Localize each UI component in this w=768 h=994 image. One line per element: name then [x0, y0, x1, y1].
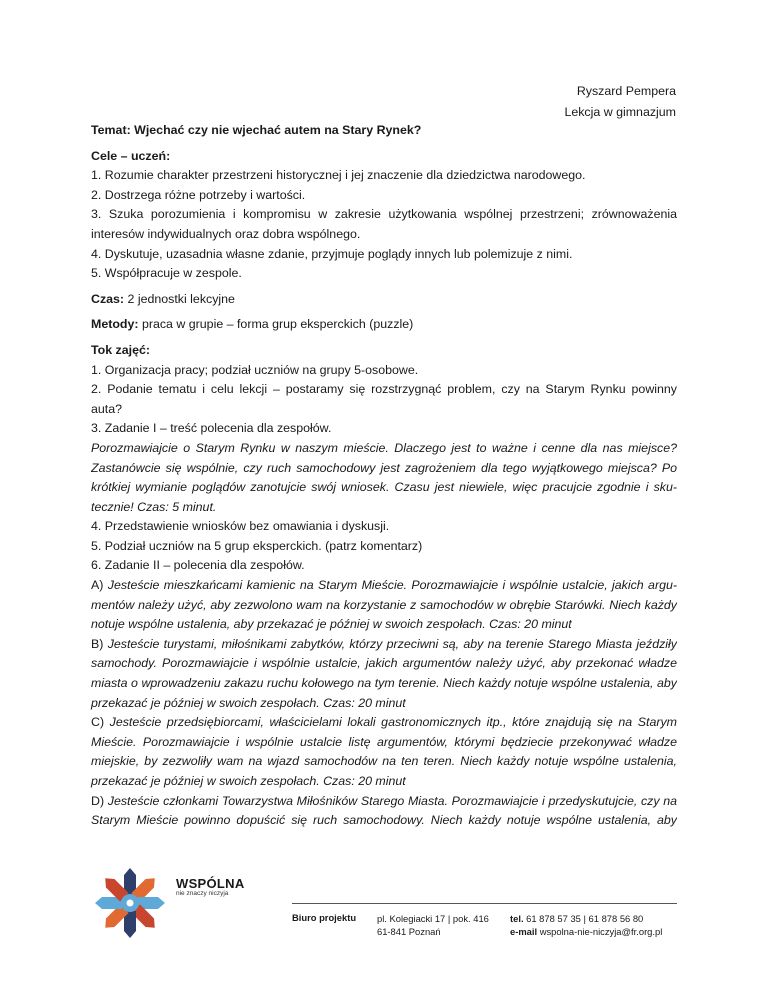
course-line: 3. Zadanie I – treść polecenia dla zespołów. [91, 421, 332, 436]
goal-item: 5. Współpracuje w zespole. [91, 266, 242, 281]
project-office-label: Biuro projektu [292, 912, 357, 923]
group-a-line: mentów należy użyć, aby zezwolono wam na korzystanie z samochodów w obrębie Starówki. Niech każdy [91, 597, 677, 612]
brand-tagline: nie znaczy niczyja [176, 890, 229, 897]
lesson-topic [91, 121, 677, 141]
course-line: 4. Przedstawienie wniosków bez omawiania i dyskusji. [91, 519, 390, 534]
group-b-line: przekazać je później w swoich zespołach. Czas: 20 minut [91, 695, 406, 710]
document-body [91, 121, 677, 831]
task-one-text: krótkiej wymianie poglądów zanotujcie swój wniosek. Czasu jest niewiele, więc pracujcie zgodnie i sku- [91, 480, 677, 495]
course-line: 6. Zadanie II – polecenia dla zespołów. [91, 558, 305, 573]
address-line: pl. Kolegiacki 17 | pok. 416 [377, 913, 489, 924]
phone-line [510, 912, 662, 925]
group-d-line: Jesteście członkami Towarzystwa Miłośników Starego Miasta. Porozmawiajcie i przedyskutujcie, czy na [107, 793, 677, 808]
group-a-label: A) [91, 578, 108, 593]
course-line: auta? [91, 401, 123, 416]
email-address[interactable]: wspolna-nie-niczyja@fr.org.pl [537, 926, 663, 937]
email-label: e-mail [510, 926, 538, 937]
course-line: 2. Podanie tematu i celu lekcji – postaramy się rozstrzygnąć problem, czy na Starym Rynku powinny [91, 382, 677, 397]
methods-section [91, 315, 677, 335]
course-line: 5. Podział uczniów na 5 grup eksperckich. (patrz komentarz) [91, 538, 423, 553]
group-c-line: miejskie, by zezwoliły wam na wjazd samochodów na ten teren. Niech każdy notuje wspólne ustalenia, [91, 754, 677, 769]
brand-block [176, 876, 245, 897]
group-b-line: samochody. Porozmawiajcie i wspólnie ustalcie, jakich argumentów należy użyć, aby przekonać władze [91, 656, 677, 671]
time-label: Czas: [91, 291, 125, 306]
goal-item: 4. Dyskutuje, uzasadnia własne zdanie, przyjmuje poglądy innych lub polemizuje z nimi. [91, 246, 573, 261]
task-one-text: Porozmawiajcie o Starym Rynku w naszym mieście. Dlaczego jest to ważne i cenne dla nas miejsce? [91, 440, 677, 455]
task-one-text: tecznie! Czas: 5 minut. [91, 499, 217, 514]
task-one-text: Zastanówcie się wspólnie, czy ruch samochodowy jest zagrożeniem dla tego wyjątkowego miejsca? Po [91, 460, 677, 475]
wspolna-logo-icon [88, 866, 172, 938]
goals-heading: Cele – uczeń: [91, 148, 171, 163]
course-heading: Tok zajęć: [91, 342, 150, 357]
topic-text: Wjechać czy nie wjechać autem na Stary Rynek? [134, 123, 422, 137]
goal-item: 3. Szuka porozumienia i kompromisu w zakresie użytkowania wspólnej przestrzeni; zrównoważenia [91, 207, 677, 222]
office-contact [510, 912, 662, 938]
phone-numbers: 61 878 57 35 | 61 878 56 80 [523, 913, 644, 924]
goal-item-continued: interesów indywidualnych oraz dobra wspólnego. [91, 226, 361, 241]
group-b-label: B) [91, 636, 108, 651]
goal-item: 2. Dostrzega różne potrzeby i wartości. [91, 187, 306, 202]
group-b-line: Jesteście turystami, miłośnikami zabytków, którzy przeciwni są, aby na terenie Starego Miasta jeździły [107, 636, 677, 651]
logo-center-dot [127, 900, 134, 907]
goal-item: 1. Rozumie charakter przestrzeni historycznej i jej znaczenie dla dziedzictwa narodowego. [91, 168, 586, 183]
author-name: Ryszard Pempera [576, 84, 676, 98]
brand-name: WSPÓLNA [176, 876, 245, 891]
group-c-line: Mieście. Porozmawiajcie i wspólnie ustalcie listę argumentów, którymi będziecie przekonywać władze [91, 734, 677, 749]
office-address [377, 912, 489, 938]
group-d-text [91, 792, 677, 812]
group-d-line: Starym Mieście powinno dopuścić się ruch samochodowy. Niech każdy notuje wspólne ustalenia, aby [91, 813, 677, 828]
group-a-line: notuje wspólne ustalenia, aby przekazać je później w swoich zespołach. Czas: 20 minut [91, 617, 572, 632]
phone-label: tel. [510, 913, 524, 924]
methods-label: Metody: [91, 317, 139, 332]
group-b-text [91, 635, 677, 655]
time-text: 2 jednostki lekcyjne [124, 291, 235, 306]
group-d-label: D) [91, 793, 108, 808]
group-a-text [91, 576, 677, 596]
time-section [91, 290, 677, 310]
course-line: 1. Organizacja pracy; podział uczniów na grupy 5-osobowe. [91, 362, 419, 377]
group-c-label: C) [91, 715, 110, 730]
address-line: 61-841 Poznań [377, 926, 441, 937]
group-c-text [91, 713, 677, 733]
methods-text: praca w grupie – forma grup eksperckich (puzzle) [138, 317, 414, 332]
group-b-line: miasta o wprowadzeniu zakazu ruchu kołowego na tym terenie. Niech każdy notuje wspólne ustalenia, aby [91, 676, 677, 691]
group-c-line: Jesteście przedsiębiorcami, właścicielami lokali gastronomicznych itp., które znajdują się na Starym [109, 715, 677, 730]
topic-label: Temat: [91, 123, 131, 137]
group-a-line: Jesteście mieszkańcami kamienic na Starym Mieście. Porozmawiajcie i wspólnie ustalcie, jakich argu- [107, 578, 677, 593]
footer-divider [292, 903, 677, 904]
document-header [564, 81, 676, 123]
group-c-line: przekazać je później w swoich zespołach. Czas: 20 minut [91, 774, 406, 788]
document-subtitle: Lekcja w gimnazjum [564, 105, 676, 119]
email-line [510, 925, 662, 938]
